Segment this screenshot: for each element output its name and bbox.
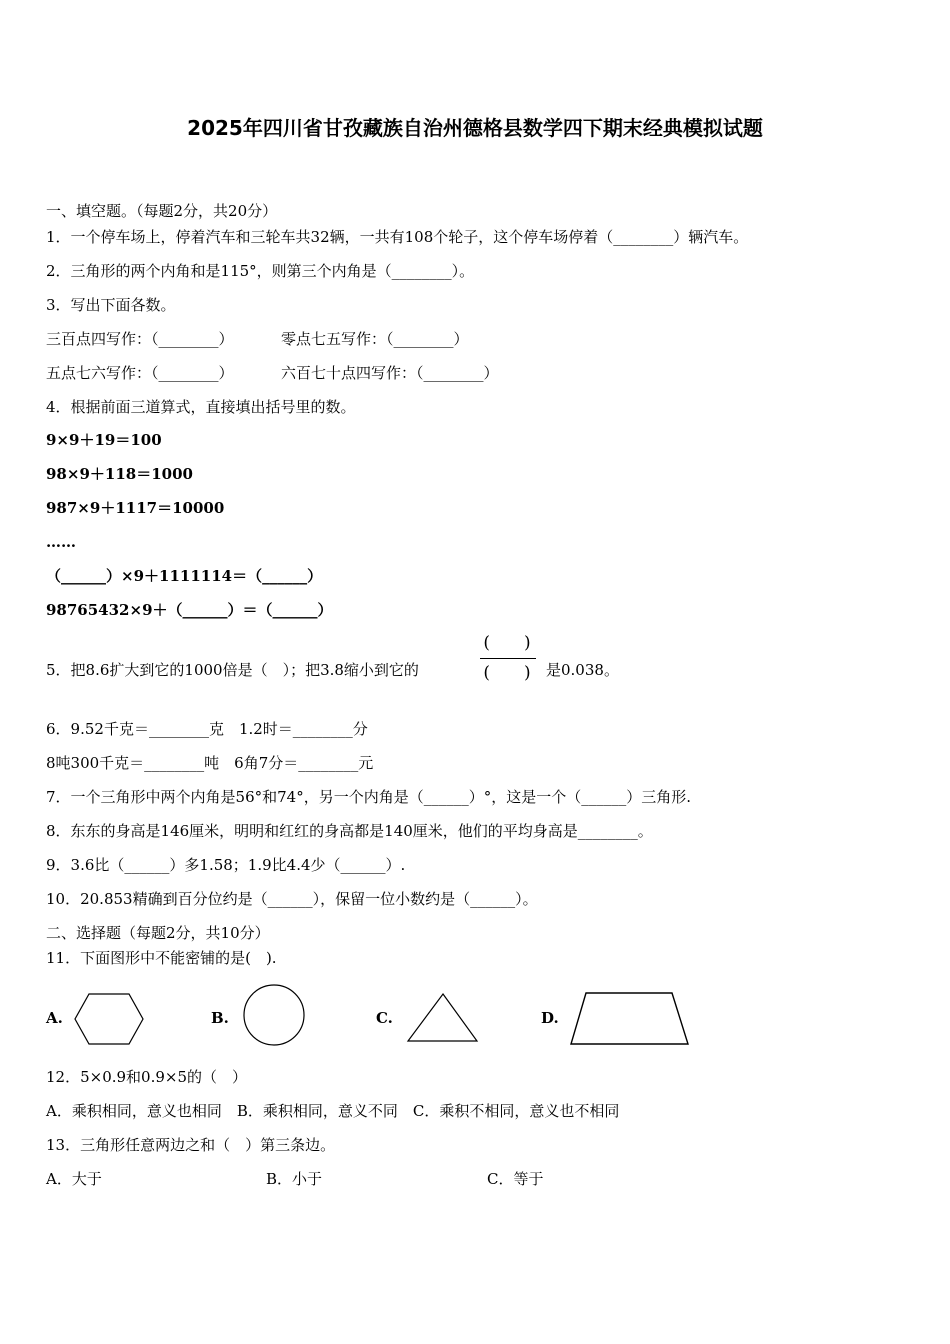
section-2-header: 二、选择题（每题2分，共10分） [46,924,270,942]
equation-fill-2: 98765432×9＋（______）＝（______） [46,601,333,619]
fraction-bar [480,658,536,659]
hexagon-icon [74,992,144,1048]
question-5: 5．把8.6扩大到它的1000倍是（ ）；把3.8缩小到它的 [46,661,419,679]
question-3-d: 六百七十点四写作：（________） [281,364,499,382]
question-12-options: A．乘积相同，意义也相同 B．乘积相同，意义不同 C．乘积不相同，意义也不相同 [46,1102,620,1120]
ellipsis: …… [46,533,76,551]
question-13-option-b: B．小于 [266,1170,323,1188]
option-d-label: D. [541,1009,559,1027]
fraction-denominator: ( ) [483,663,531,683]
equation-2: 98×9＋118＝1000 [46,465,193,483]
triangle-icon [407,993,479,1043]
equation-fill-1: （______）×9＋1111114＝（______） [46,567,323,585]
question-6-a: 6．9.52千克＝________克 1.2时＝________分 [46,720,368,738]
question-2: 2．三角形的两个内角和是115°，则第三个内角是（________）。 [46,262,475,280]
question-3: 3．写出下面各数。 [46,296,176,314]
question-3-b: 零点七五写作：（________） [281,330,469,348]
circle-icon [243,984,305,1046]
question-10: 10．20.853精确到百分位约是（______），保留一位小数约是（______）。 [46,890,538,908]
question-13: 13．三角形任意两边之和（ ）第三条边。 [46,1136,336,1154]
option-a-label: A. [46,1009,63,1027]
question-5-end: 是0.038。 [546,661,619,679]
option-c-label: C. [376,1009,393,1027]
fraction-blank [474,632,540,688]
question-4: 4．根据前面三道算式，直接填出括号里的数。 [46,398,356,416]
equation-1: 9×9＋19＝100 [46,431,162,449]
question-9: 9．3.6比（______）多1.58；1.9比4.4少（______）. [46,856,406,874]
trapezoid-icon [569,990,693,1048]
option-b-label: B. [211,1009,229,1027]
question-12: 12．5×0.9和0.9×5的（ ） [46,1068,248,1086]
question-11: 11．下面图形中不能密铺的是( ). [46,949,277,967]
question-3-c: 五点七六写作：（________） [46,364,234,382]
question-13-option-c: C．等于 [487,1170,544,1188]
page-title: 2025年四川省甘孜藏族自治州德格县数学四下期末经典模拟试题 [187,116,763,140]
fraction-numerator: ( ) [483,633,531,653]
question-1: 1．一个停车场上，停着汽车和三轮车共32辆，一共有108个轮子，这个停车场停着（________）辆汽车。 [46,228,749,246]
equation-3: 987×9＋1117＝10000 [46,499,225,517]
question-8: 8．东东的身高是146厘米，明明和红红的身高都是140厘米，他们的平均身高是________。 [46,822,653,840]
question-7: 7．一个三角形中两个内角是56°和74°，另一个内角是（______）°，这是一个（______）三角形. [46,788,691,806]
question-13-option-a: A．大于 [46,1170,102,1188]
question-3-a: 三百点四写作：（________） [46,330,234,348]
question-6-b: 8吨300千克＝________吨 6角7分＝________元 [46,754,374,772]
section-1-header: 一、填空题。（每题2分，共20分） [46,202,278,220]
